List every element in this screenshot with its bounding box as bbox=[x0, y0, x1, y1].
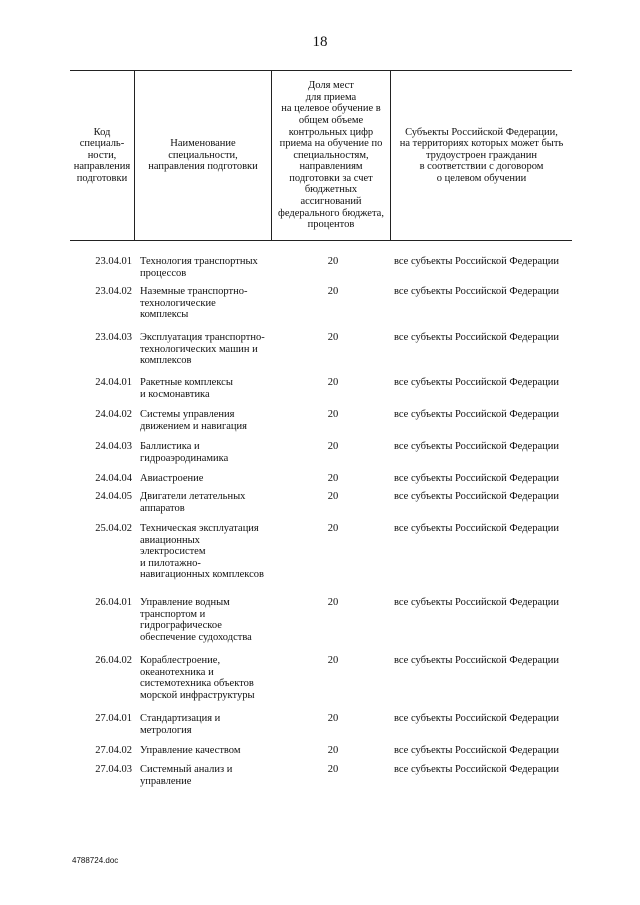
row-code: 23.04.02 bbox=[95, 286, 132, 297]
row-name-line: управление bbox=[140, 775, 192, 787]
document-footer: 4788724.doc bbox=[72, 856, 119, 865]
row-share: 20 bbox=[327, 713, 339, 724]
row-share: 20 bbox=[327, 377, 339, 388]
header-share-line: процентов bbox=[307, 219, 355, 231]
header-share-line: подготовки за счет bbox=[289, 172, 373, 184]
row-name-line: Кораблестроение, bbox=[140, 655, 221, 666]
row-name-line: аппаратов bbox=[140, 502, 185, 514]
row-name bbox=[140, 441, 275, 464]
header-share-line: контрольных цифр bbox=[288, 126, 374, 138]
header-share-line: федерального бюджета, bbox=[278, 207, 384, 219]
row-name-line: Баллистика и bbox=[140, 441, 200, 452]
header-bottom-rule bbox=[70, 240, 572, 241]
header-code-line: ности, bbox=[87, 149, 117, 161]
row-name-line: движением и навигация bbox=[140, 420, 247, 432]
header-subjects-line: о целевом обучении bbox=[436, 172, 527, 184]
row-share: 20 bbox=[327, 332, 339, 343]
row-code: 26.04.02 bbox=[95, 655, 132, 666]
header-share bbox=[272, 71, 390, 240]
row-name-line: гидроаэродинамика bbox=[140, 452, 229, 464]
row-subjects: все субъекты Российской Федерации bbox=[394, 745, 559, 756]
row-share: 20 bbox=[327, 286, 339, 297]
header-code-line: направления bbox=[73, 161, 131, 173]
row-subjects: все субъекты Российской Федерации bbox=[394, 713, 559, 724]
row-share: 20 bbox=[327, 764, 339, 775]
row-share: 20 bbox=[327, 745, 339, 756]
header-share-line: для приема bbox=[305, 91, 357, 103]
header-code-line: Код bbox=[93, 126, 111, 138]
row-share: 20 bbox=[327, 256, 339, 267]
row-code: 24.04.02 bbox=[95, 409, 132, 420]
row-name-line: Стандартизация и bbox=[140, 713, 221, 724]
row-subjects: все субъекты Российской Федерации bbox=[394, 286, 559, 297]
row-name bbox=[140, 523, 275, 581]
row-code: 27.04.03 bbox=[95, 764, 132, 775]
header-subjects bbox=[391, 71, 572, 240]
row-subjects: все субъекты Российской Федерации bbox=[394, 655, 559, 666]
row-code: 24.04.05 bbox=[95, 491, 132, 502]
row-name bbox=[140, 764, 275, 787]
row-subjects: все субъекты Российской Федерации bbox=[394, 409, 559, 420]
row-name-line: Ракетные комплексы bbox=[140, 377, 233, 388]
header-subjects-line: Субъекты Российской Федерации, bbox=[405, 126, 558, 138]
row-name-line: Эксплуатация транспортно- bbox=[140, 332, 265, 343]
row-subjects: все субъекты Российской Федерации bbox=[394, 597, 559, 608]
row-share: 20 bbox=[327, 441, 339, 452]
row-share: 20 bbox=[327, 597, 339, 608]
row-name-line: комплексы bbox=[140, 309, 189, 321]
row-code: 24.04.01 bbox=[95, 377, 132, 388]
row-share: 20 bbox=[327, 491, 339, 502]
row-subjects: все субъекты Российской Федерации bbox=[394, 377, 559, 388]
row-code: 24.04.03 bbox=[95, 441, 132, 452]
header-name-line: специальности, bbox=[168, 149, 238, 161]
header-subjects-line: трудоустроен гражданин bbox=[425, 149, 538, 161]
row-name bbox=[140, 332, 275, 367]
row-name-line: Системный анализ и bbox=[140, 764, 233, 775]
header-code-line: специаль- bbox=[79, 138, 125, 150]
page-number: 18 bbox=[312, 34, 328, 50]
row-name bbox=[140, 286, 275, 321]
row-name-line: морской инфраструктуры bbox=[140, 689, 255, 701]
header-name bbox=[135, 71, 271, 240]
header-subjects-line: на территориях которых может быть bbox=[399, 138, 564, 150]
header-share-line: приема на обучение по bbox=[279, 138, 383, 150]
row-name-line: процессов bbox=[140, 267, 187, 279]
row-code: 26.04.01 bbox=[95, 597, 132, 608]
row-name bbox=[140, 491, 275, 514]
header-share-line: на целевое обучение в bbox=[281, 103, 381, 115]
row-name-line: Управление качеством bbox=[140, 745, 241, 756]
row-name-line: комплексов bbox=[140, 355, 192, 367]
row-code: 24.04.04 bbox=[95, 473, 132, 484]
row-name bbox=[140, 409, 275, 432]
header-code-line: подготовки bbox=[76, 172, 128, 184]
header-subjects-line: в соответствии с договором bbox=[419, 161, 544, 173]
row-name-line: Двигатели летательных bbox=[140, 491, 246, 502]
row-name bbox=[140, 745, 275, 757]
row-name-line: гидрографическое bbox=[140, 620, 222, 632]
row-name-line: навигационных комплексов bbox=[140, 569, 264, 581]
row-subjects: все субъекты Российской Федерации bbox=[394, 491, 559, 502]
row-name-line: и космонавтика bbox=[140, 388, 210, 400]
row-name-line: системотехника объектов bbox=[140, 678, 254, 690]
row-name-line: Технология транспортных bbox=[140, 256, 258, 267]
header-code bbox=[70, 71, 134, 240]
header-share-line: общем объеме bbox=[298, 114, 364, 126]
row-name-line: обеспечение судоходства bbox=[140, 631, 252, 643]
row-name-line: Системы управления bbox=[140, 409, 235, 420]
row-subjects: все субъекты Российской Федерации bbox=[394, 764, 559, 775]
header-share-line: специальностям, bbox=[293, 149, 369, 161]
row-share: 20 bbox=[327, 655, 339, 666]
header-name-line: Наименование bbox=[170, 138, 236, 150]
row-name-line: Наземные транспортно- bbox=[140, 286, 248, 297]
row-code: 27.04.01 bbox=[95, 713, 132, 724]
row-subjects: все субъекты Российской Федерации bbox=[394, 523, 559, 534]
row-name-line: авиационных bbox=[140, 534, 200, 546]
row-code: 25.04.02 bbox=[95, 523, 132, 534]
row-code: 23.04.01 bbox=[95, 256, 132, 267]
row-name bbox=[140, 597, 275, 643]
row-name bbox=[140, 655, 275, 701]
row-share: 20 bbox=[327, 409, 339, 420]
row-name-line: Техническая эксплуатация bbox=[140, 523, 259, 534]
row-share: 20 bbox=[327, 523, 339, 534]
row-name-line: метрология bbox=[140, 724, 192, 736]
row-subjects: все субъекты Российской Федерации bbox=[394, 441, 559, 452]
row-name-line: технологические bbox=[140, 297, 216, 309]
row-name bbox=[140, 473, 275, 485]
header-share-line: направлениям bbox=[299, 161, 363, 173]
row-subjects: все субъекты Российской Федерации bbox=[394, 473, 559, 484]
header-name-line: направления подготовки bbox=[148, 161, 258, 173]
row-name-line: Управление водным bbox=[140, 597, 230, 608]
row-subjects: все субъекты Российской Федерации bbox=[394, 332, 559, 343]
row-name-line: технологических машин и bbox=[140, 343, 258, 355]
row-name bbox=[140, 713, 275, 736]
row-name-line: Авиастроение bbox=[140, 473, 204, 484]
row-code: 27.04.02 bbox=[95, 745, 132, 756]
row-name-line: электросистем bbox=[140, 546, 206, 558]
row-name bbox=[140, 377, 275, 400]
header-share-line: ассигнований bbox=[300, 196, 362, 208]
row-name-line: и пилотажно- bbox=[140, 557, 201, 569]
header-share-line: Доля мест bbox=[308, 80, 354, 92]
header-share-line: бюджетных bbox=[304, 184, 358, 196]
row-name bbox=[140, 256, 275, 279]
row-code: 23.04.03 bbox=[95, 332, 132, 343]
row-share: 20 bbox=[327, 473, 339, 484]
row-subjects: все субъекты Российской Федерации bbox=[394, 256, 559, 267]
row-name-line: океанотехника и bbox=[140, 666, 214, 678]
row-name-line: транспортом и bbox=[140, 608, 206, 620]
